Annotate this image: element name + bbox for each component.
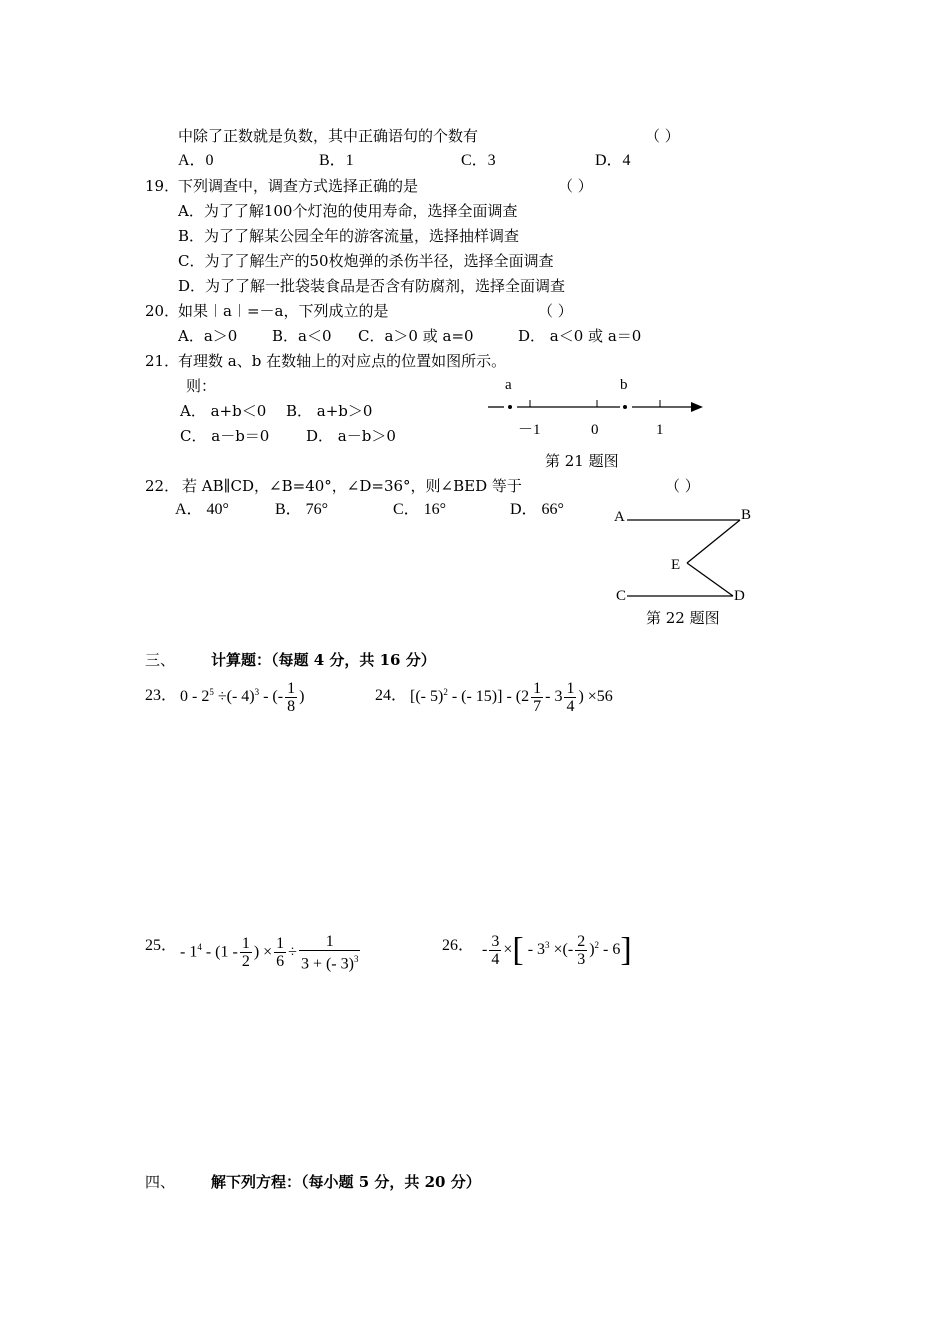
label-a: a (505, 377, 512, 393)
label-point-e: E (671, 557, 681, 573)
q26-expression: - $\frac{3}{4}$ ×[ - $3^3$ ×(- $\frac{2}{3}$ )$^2$ - 6] (482, 931, 632, 969)
q21-option-c: C． a－b＝0 (180, 427, 270, 445)
q25-fraction-2: $\frac{1}{6}$ (276, 935, 285, 971)
q20-stem: 如果︱a︱=－a，下列成立的是 (178, 302, 389, 320)
label-point-c: C (616, 588, 627, 604)
q21-number: 21． (145, 352, 180, 370)
q18-answer-paren: （ ） (645, 127, 680, 145)
line-be (687, 520, 740, 563)
label-point-d: D (734, 588, 745, 604)
q21-stem: 有理数 a、b 在数轴上的对应点的位置如图所示。 (178, 352, 507, 370)
q25-expression: - $1^4 - (1$ - $\frac{1}{2}$ ) × $\frac{1}{6}$ ÷ $\frac{1}{3 + (- 3)^3}$ (180, 933, 359, 973)
q18-option-c: C．3 (461, 152, 496, 169)
q18-option-a: A．0 (178, 152, 214, 169)
q21-option-b: B． a+b＞0 (286, 402, 373, 420)
q22-option-d: D． 66° (510, 501, 564, 518)
point-b-dot (623, 405, 627, 409)
q23-fraction: $\frac{1}{8}$ (287, 680, 296, 715)
q19-option-b: B．为了了解某公园全年的游客流量，选择抽样调查 (178, 227, 520, 245)
q22-option-b: B． 76° (275, 501, 329, 518)
q19-option-a: A．为了了解100个灯泡的使用寿命，选择全面调查 (178, 202, 518, 220)
q20-answer-paren: （ ） (538, 302, 573, 320)
q25-fraction-1: $\frac{1}{2}$ (241, 935, 250, 971)
label-neg1: －1 (518, 422, 541, 438)
q21-figure-caption: 第 21 题图 (545, 452, 619, 470)
section4-index: 四、 (145, 1173, 176, 1191)
q18-option-b: B．1 (319, 152, 354, 169)
q26-fraction-1: $\frac{3}{4}$ (491, 933, 500, 968)
q20-option-d: D． a＜0 或 a＝0 (518, 327, 642, 345)
q22-number: 22． (145, 477, 180, 495)
q23-expression: $0 - 2^5$ ÷(- 4)$^3$ - (- $\frac{1}{8}$ ) (180, 680, 305, 715)
q19-answer-paren: （ ） (558, 177, 593, 195)
q19-stem: 下列调查中，调查方式选择正确的是 (178, 177, 419, 195)
number-line-figure (480, 370, 720, 445)
parallel-lines-figure (605, 500, 765, 605)
line-ed (687, 563, 733, 596)
q21-then: 则： (186, 377, 217, 395)
label-point-b: B (741, 507, 752, 523)
q24-fraction-2: $\frac{1}{4}$ (566, 680, 575, 715)
q18-stem: 中除了正数就是负数，其中正确语句的个数有 (178, 127, 479, 145)
label-0: 0 (591, 422, 599, 438)
q24-expression: [(- 5)$^2$ - (- 15)] - (2 $\frac{1}{7}$ - 3 $\frac{1}{4}$ ) ×56 (410, 680, 613, 715)
q25-number: 25． (145, 937, 178, 954)
q19-number: 19． (145, 177, 180, 195)
q25-fraction-3: $\frac{1}{3 + (- 3)^3}$ (300, 933, 359, 973)
section3-title: 计算题：（每题 4 分，共 16 分） (211, 651, 436, 669)
q26-number: 26． (442, 937, 475, 954)
number-line-arrow (691, 402, 703, 412)
section4-title: 解下列方程：（每小题 5 分，共 20 分） (211, 1173, 481, 1191)
q21-option-d: D． a－b＞0 (306, 427, 396, 445)
q26-fraction-2: $\frac{2}{3}$ (577, 933, 586, 968)
q22-figure-caption: 第 22 题图 (646, 609, 720, 627)
q22-option-c: C． 16° (393, 501, 447, 518)
label-point-a: A (614, 509, 625, 525)
q24-number: 24． (375, 687, 408, 704)
section3-index: 三、 (145, 651, 176, 669)
q20-number: 20． (145, 302, 180, 320)
q18-option-d: D．4 (595, 152, 631, 169)
q23-number: 23． (145, 687, 178, 704)
q21-option-a: A． a+b＜0 (180, 402, 267, 420)
label-1: 1 (656, 422, 664, 438)
q22-option-a: A． 40° (175, 501, 229, 518)
q24-fraction-1: $\frac{1}{7}$ (533, 680, 542, 715)
point-a-dot (508, 405, 512, 409)
q20-option-b: B．a＜0 (272, 327, 332, 345)
q22-answer-paren: （ ） (665, 477, 700, 495)
q19-option-d: D．为了了解一批袋装食品是否含有防腐剂，选择全面调查 (178, 277, 566, 295)
q22-stem: 若 AB∥CD，∠B=40°，∠D=36°，则∠BED 等于 (182, 477, 522, 495)
label-b: b (620, 377, 628, 393)
q20-option-c: C．a＞0 或 a=0 (358, 327, 474, 345)
q20-option-a: A．a＞0 (178, 327, 238, 345)
q19-option-c: C．为了了解生产的50枚炮弹的杀伤半径，选择全面调查 (178, 252, 554, 270)
